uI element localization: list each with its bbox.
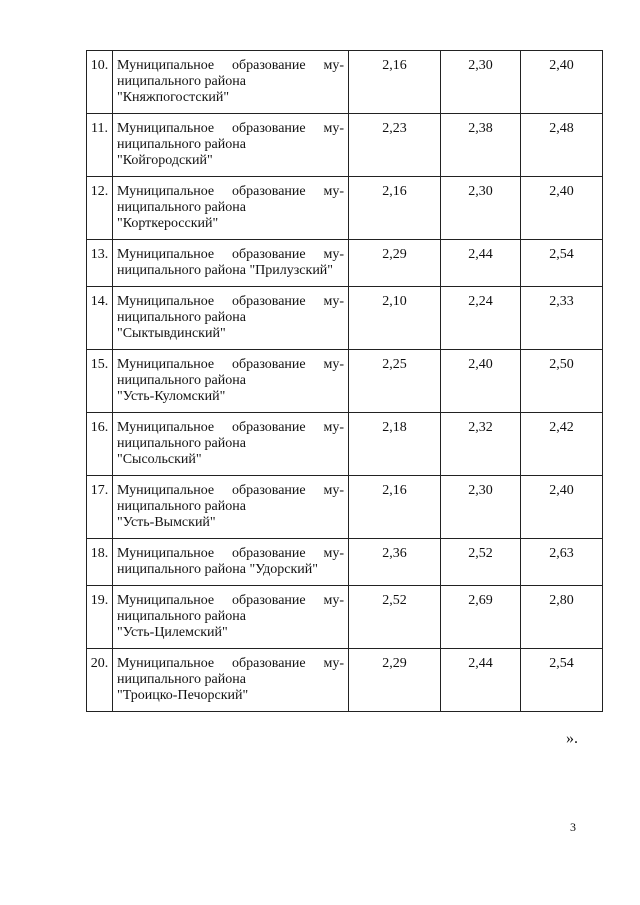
municipality-name-line: Муниципальное образование му- bbox=[117, 247, 344, 262]
row-number-cell: 13. bbox=[87, 240, 113, 287]
municipality-name-line: ниципального района "Прилузский" bbox=[117, 263, 334, 278]
municipality-name-cell bbox=[113, 114, 349, 177]
municipality-name-line: ниципального района bbox=[117, 310, 246, 325]
municipality-name-cell bbox=[113, 240, 349, 287]
coefficient-value-cell-3: 2,63 bbox=[521, 539, 603, 586]
row-number-cell: 11. bbox=[87, 114, 113, 177]
municipality-name-cell bbox=[113, 51, 349, 114]
row-number-cell: 14. bbox=[87, 287, 113, 350]
coefficient-value-cell-2: 2,30 bbox=[441, 177, 521, 240]
table-row bbox=[87, 586, 603, 649]
municipality-name-cell bbox=[113, 476, 349, 539]
municipality-name-line: ниципального района bbox=[117, 672, 246, 687]
municipality-name-line: ниципального района bbox=[117, 609, 246, 624]
coefficient-value-cell-3: 2,40 bbox=[521, 177, 603, 240]
row-number-cell: 17. bbox=[87, 476, 113, 539]
municipality-name-line: ниципального района bbox=[117, 373, 246, 388]
municipality-name-line: ниципального района bbox=[117, 436, 246, 451]
closing-quote-mark: ». bbox=[566, 730, 578, 747]
coefficient-value-cell-1: 2,25 bbox=[349, 350, 441, 413]
coefficient-value-cell-3: 2,48 bbox=[521, 114, 603, 177]
row-number-cell: 18. bbox=[87, 539, 113, 586]
municipality-name-line: ниципального района bbox=[117, 74, 246, 89]
municipality-name-line: ниципального района bbox=[117, 137, 246, 152]
table-row bbox=[87, 287, 603, 350]
row-number-cell: 12. bbox=[87, 177, 113, 240]
row-number-cell: 10. bbox=[87, 51, 113, 114]
municipality-name-cell bbox=[113, 177, 349, 240]
row-number-cell: 19. bbox=[87, 586, 113, 649]
coefficient-value-cell-2: 2,44 bbox=[441, 240, 521, 287]
municipality-name-line: "Княжпогостский" bbox=[117, 90, 230, 105]
coefficient-value-cell-2: 2,69 bbox=[441, 586, 521, 649]
coefficients-table bbox=[86, 50, 603, 712]
coefficient-value-cell-1: 2,16 bbox=[349, 177, 441, 240]
coefficient-value-cell-3: 2,33 bbox=[521, 287, 603, 350]
coefficient-value-cell-2: 2,52 bbox=[441, 539, 521, 586]
municipality-name-cell bbox=[113, 413, 349, 476]
table-row bbox=[87, 476, 603, 539]
municipality-name-line: Муниципальное образование му- bbox=[117, 184, 344, 199]
municipality-name-line: "Троицко-Печорский" bbox=[117, 688, 249, 703]
coefficient-value-cell-3: 2,54 bbox=[521, 649, 603, 712]
coefficient-value-cell-3: 2,40 bbox=[521, 476, 603, 539]
municipality-name-cell bbox=[113, 350, 349, 413]
coefficient-value-cell-1: 2,52 bbox=[349, 586, 441, 649]
table-row bbox=[87, 350, 603, 413]
table-body bbox=[87, 51, 603, 712]
municipality-name-line: Муниципальное образование му- bbox=[117, 656, 344, 671]
coefficient-value-cell-2: 2,30 bbox=[441, 476, 521, 539]
coefficient-value-cell-1: 2,29 bbox=[349, 649, 441, 712]
table-row bbox=[87, 114, 603, 177]
municipality-name-cell bbox=[113, 287, 349, 350]
municipality-name-line: "Усть-Вымский" bbox=[117, 515, 216, 530]
municipality-name-line: ниципального района bbox=[117, 200, 246, 215]
coefficient-value-cell-1: 2,16 bbox=[349, 51, 441, 114]
table-row bbox=[87, 539, 603, 586]
coefficient-value-cell-3: 2,42 bbox=[521, 413, 603, 476]
coefficient-value-cell-1: 2,36 bbox=[349, 539, 441, 586]
municipality-name-line: Муниципальное образование му- bbox=[117, 593, 344, 608]
coefficient-value-cell-2: 2,24 bbox=[441, 287, 521, 350]
table-row bbox=[87, 51, 603, 114]
municipality-name-line: "Сыктывдинский" bbox=[117, 326, 226, 341]
municipality-name-line: Муниципальное образование му- bbox=[117, 121, 344, 136]
coefficient-value-cell-2: 2,32 bbox=[441, 413, 521, 476]
municipality-name-line: Муниципальное образование му- bbox=[117, 357, 344, 372]
coefficient-value-cell-2: 2,30 bbox=[441, 51, 521, 114]
coefficient-value-cell-1: 2,10 bbox=[349, 287, 441, 350]
table-row bbox=[87, 240, 603, 287]
coefficient-value-cell-3: 2,80 bbox=[521, 586, 603, 649]
municipality-name-line: Муниципальное образование му- bbox=[117, 294, 344, 309]
coefficient-value-cell-1: 2,29 bbox=[349, 240, 441, 287]
municipality-name-line: ниципального района bbox=[117, 499, 246, 514]
coefficient-value-cell-1: 2,23 bbox=[349, 114, 441, 177]
row-number-cell: 15. bbox=[87, 350, 113, 413]
page-number: 3 bbox=[570, 820, 576, 834]
municipality-name-line: "Сысольский" bbox=[117, 452, 202, 467]
row-number-cell: 20. bbox=[87, 649, 113, 712]
coefficient-value-cell-3: 2,40 bbox=[521, 51, 603, 114]
municipality-name-line: "Усть-Куломский" bbox=[117, 389, 226, 404]
municipality-name-line: Муниципальное образование му- bbox=[117, 420, 344, 435]
table-row bbox=[87, 413, 603, 476]
coefficient-value-cell-1: 2,18 bbox=[349, 413, 441, 476]
municipality-name-line: ниципального района "Удорский" bbox=[117, 562, 318, 577]
municipality-name-cell bbox=[113, 539, 349, 586]
table-row bbox=[87, 177, 603, 240]
row-number-cell: 16. bbox=[87, 413, 113, 476]
municipality-name-line: "Койгородский" bbox=[117, 153, 213, 168]
coefficient-value-cell-2: 2,40 bbox=[441, 350, 521, 413]
municipality-name-cell bbox=[113, 649, 349, 712]
municipality-name-cell bbox=[113, 586, 349, 649]
coefficient-value-cell-3: 2,50 bbox=[521, 350, 603, 413]
municipality-name-line: Муниципальное образование му- bbox=[117, 546, 344, 561]
coefficient-value-cell-2: 2,38 bbox=[441, 114, 521, 177]
municipality-name-line: Муниципальное образование му- bbox=[117, 483, 344, 498]
coefficient-value-cell-3: 2,54 bbox=[521, 240, 603, 287]
coefficient-value-cell-1: 2,16 bbox=[349, 476, 441, 539]
municipality-name-line: Муниципальное образование му- bbox=[117, 58, 344, 73]
municipality-name-line: "Усть-Цилемский" bbox=[117, 625, 228, 640]
coefficient-value-cell-2: 2,44 bbox=[441, 649, 521, 712]
municipality-name-line: "Корткеросский" bbox=[117, 216, 219, 231]
table-row bbox=[87, 649, 603, 712]
